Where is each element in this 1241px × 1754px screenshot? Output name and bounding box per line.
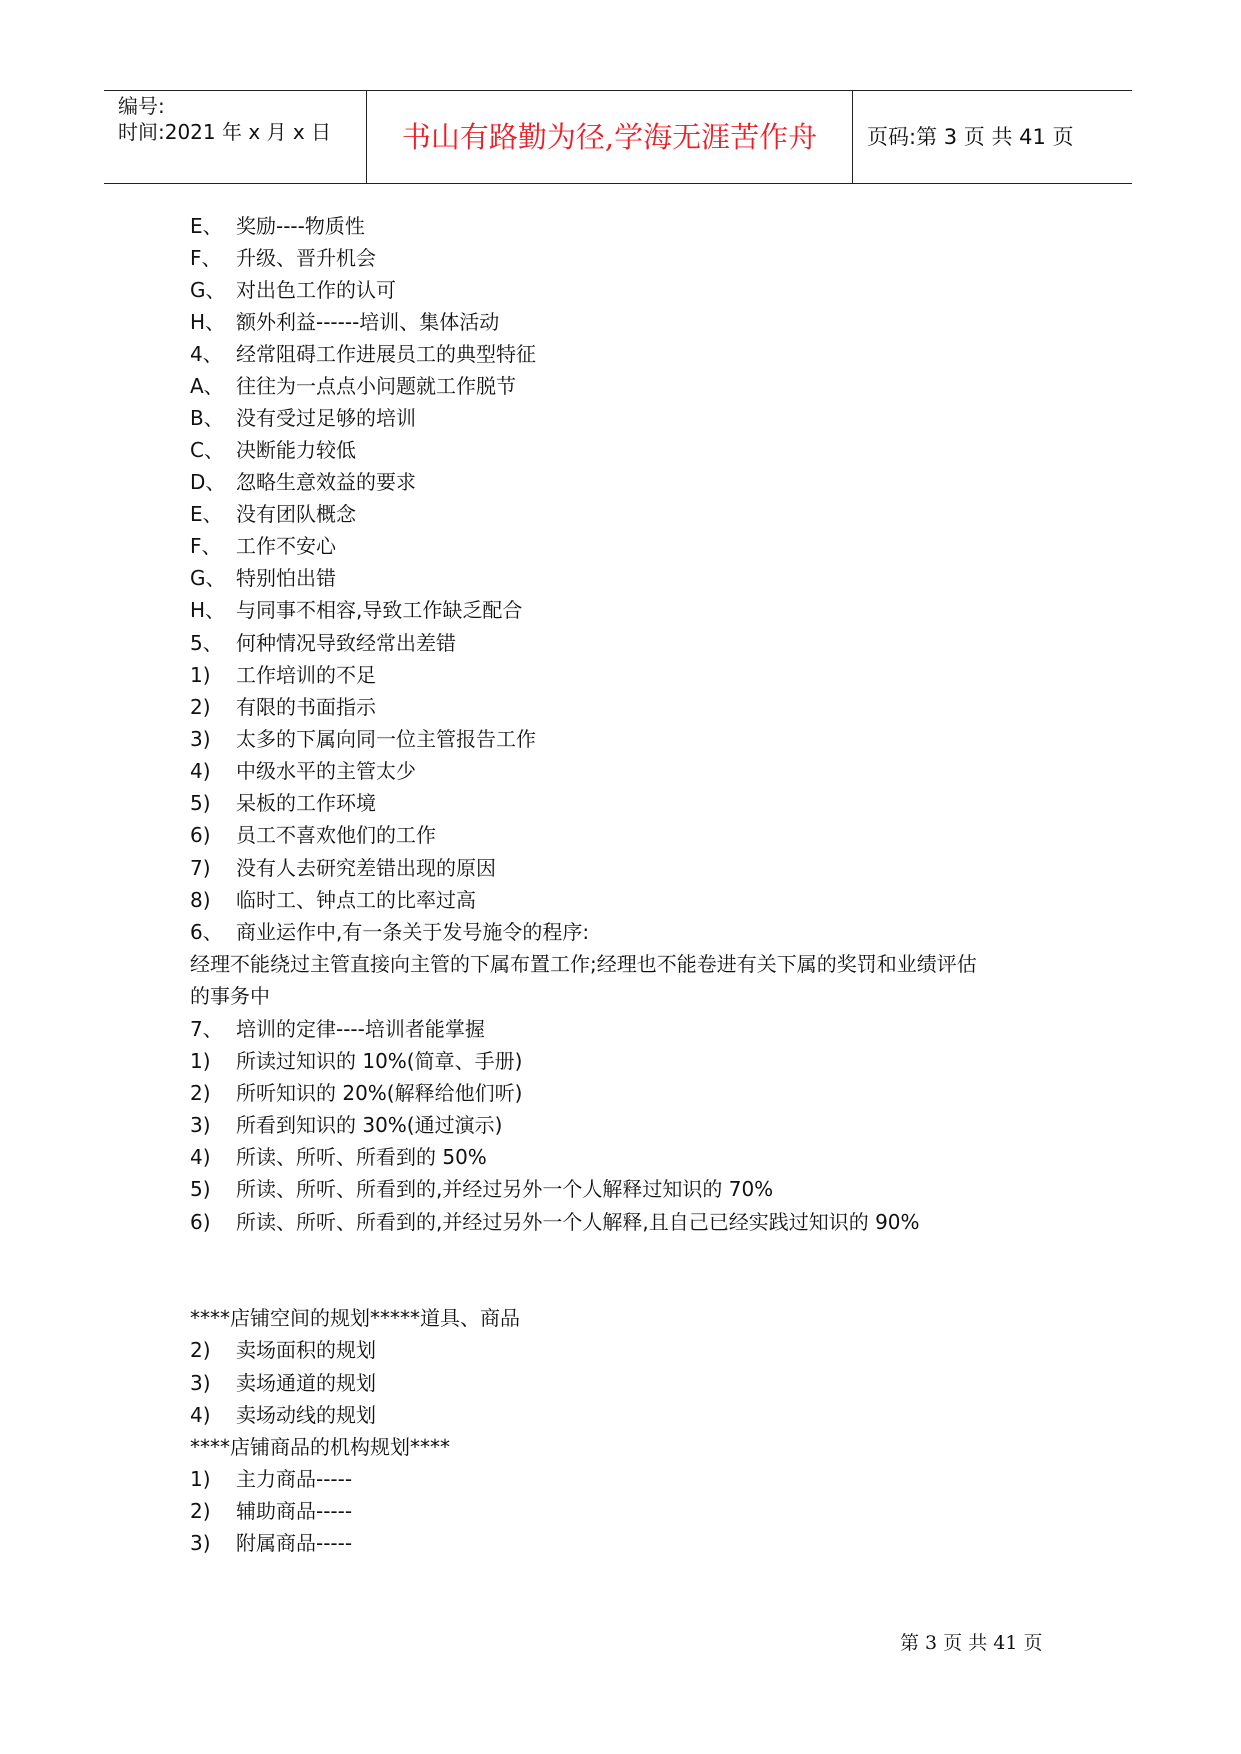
item-marker: 1)	[190, 1049, 211, 1073]
list-item	[190, 887, 476, 913]
item-marker: 2)	[190, 695, 211, 719]
page-footer: 第 3 页 共 41 页	[900, 1632, 1043, 1654]
item-text: 工作不安心	[236, 534, 336, 558]
item-text: 所看到知识的 30%(通过演示)	[236, 1113, 503, 1137]
list-item	[190, 822, 436, 848]
item-marker: 7、	[190, 1017, 223, 1041]
list-item	[190, 1337, 376, 1363]
list-item	[190, 726, 536, 752]
list-item	[190, 1048, 522, 1074]
item-text: 何种情况导致经常出差错	[236, 631, 456, 655]
item-marker: G、	[190, 278, 226, 302]
list-item	[190, 277, 396, 303]
list-item	[190, 758, 416, 784]
list-item	[190, 405, 416, 431]
item-marker: G、	[190, 566, 226, 590]
item-text: 临时工、钟点工的比率过高	[236, 888, 476, 912]
item-marker: B、	[190, 406, 224, 430]
time-label: 时间:2021 年 x 月 x 日	[118, 120, 332, 144]
item-text: 所读、所听、所看到的,并经过另外一个人解释过知识的 70%	[236, 1177, 774, 1201]
item-marker: E、	[190, 214, 223, 238]
header-page-info: 页码:第 3 页 共 41 页	[867, 125, 1074, 149]
list-item	[190, 1112, 502, 1138]
item-text: 对出色工作的认可	[236, 278, 396, 302]
item-marker: 5)	[190, 1177, 211, 1201]
item-text: 往往为一点点小问题就工作脱节	[236, 374, 516, 398]
item-text: 有限的书面指示	[236, 695, 376, 719]
item-text: 经常阻碍工作进展员工的典型特征	[236, 342, 536, 366]
item-marker: 3)	[190, 1371, 211, 1395]
item-marker: H、	[190, 598, 226, 622]
list-item	[190, 1080, 522, 1106]
item-text: 所读、所听、所看到的 50%	[236, 1145, 487, 1169]
item-marker: D、	[190, 470, 226, 494]
list-item	[190, 1209, 920, 1235]
item-text: 工作培训的不足	[236, 663, 376, 687]
item-text: 所读、所听、所看到的,并经过另外一个人解释,且自己已经实践过知识的 90%	[236, 1210, 920, 1234]
item-text: 呆板的工作环境	[236, 791, 376, 815]
list-item	[190, 1530, 352, 1556]
item-text: 卖场面积的规划	[236, 1338, 376, 1362]
list-item	[190, 855, 496, 881]
item-text: 培训的定律----培训者能掌握	[236, 1017, 485, 1041]
item-marker: 4、	[190, 342, 223, 366]
item-text: 升级、晋升机会	[236, 246, 376, 270]
paragraph-text: 的事务中	[190, 984, 270, 1008]
item-marker: 1)	[190, 663, 211, 687]
item-text: 忽略生意效益的要求	[236, 470, 416, 494]
list-item	[190, 373, 516, 399]
item-marker: 5、	[190, 631, 223, 655]
list-item	[190, 597, 522, 623]
item-marker: 6)	[190, 1210, 211, 1234]
item-marker: 7)	[190, 856, 211, 880]
item-text: 卖场动线的规划	[236, 1403, 376, 1427]
item-marker: 1)	[190, 1467, 211, 1491]
item-text: 所听知识的 20%(解释给他们听)	[236, 1081, 523, 1105]
list-item	[190, 790, 376, 816]
item-marker: H、	[190, 310, 226, 334]
paragraph-line	[190, 983, 270, 1009]
item-marker: 2)	[190, 1338, 211, 1362]
item-marker: E、	[190, 502, 223, 526]
list-item	[190, 630, 456, 656]
number-label: 编号:	[118, 94, 165, 118]
list-item	[190, 1498, 352, 1524]
list-item	[190, 1176, 773, 1202]
item-marker: 6)	[190, 823, 211, 847]
list-item	[190, 533, 336, 559]
item-text: 与同事不相容,导致工作缺乏配合	[236, 598, 523, 622]
item-marker: 8)	[190, 888, 211, 912]
list-item	[190, 1370, 376, 1396]
item-text: 所读过知识的 10%(简章、手册)	[236, 1049, 523, 1073]
item-marker: 4)	[190, 1403, 211, 1427]
item-text: 决断能力较低	[236, 438, 356, 462]
item-marker: F、	[190, 246, 222, 270]
item-text: 没有团队概念	[236, 502, 356, 526]
list-item	[190, 1402, 376, 1428]
item-marker: 5)	[190, 791, 211, 815]
list-item	[190, 662, 376, 688]
item-text: 主力商品-----	[236, 1467, 353, 1491]
section-heading-text: ****店铺商品的机构规划****	[190, 1435, 450, 1459]
item-marker: 2)	[190, 1499, 211, 1523]
list-item	[190, 501, 356, 527]
item-text: 奖励----物质性	[236, 214, 365, 238]
list-item	[190, 469, 416, 495]
item-marker: 4)	[190, 1145, 211, 1169]
list-item	[190, 309, 499, 335]
item-text: 中级水平的主管太少	[236, 759, 416, 783]
item-marker: 2)	[190, 1081, 211, 1105]
item-marker: 3)	[190, 727, 211, 751]
list-item	[190, 245, 376, 271]
paragraph-text: 经理不能绕过主管直接向主管的下属布置工作;经理也不能卷进有关下属的奖罚和业绩评估	[190, 952, 977, 976]
list-item	[190, 919, 589, 945]
item-marker: 3)	[190, 1113, 211, 1137]
list-item	[190, 1016, 485, 1042]
section-heading	[190, 1305, 520, 1331]
item-marker: C、	[190, 438, 224, 462]
list-item	[190, 213, 365, 239]
section-heading-text: ****店铺空间的规划*****道具、商品	[190, 1306, 520, 1330]
item-text: 没有人去研究差错出现的原因	[236, 856, 496, 880]
list-item	[190, 1144, 487, 1170]
item-text: 附属商品-----	[236, 1531, 353, 1555]
item-text: 特别怕出错	[236, 566, 336, 590]
list-item	[190, 437, 356, 463]
item-text: 员工不喜欢他们的工作	[236, 823, 436, 847]
paragraph-line	[190, 951, 977, 977]
item-marker: F、	[190, 534, 222, 558]
item-text: 卖场通道的规划	[236, 1371, 376, 1395]
header-motto: 书山有路勤为径,学海无涯苦作舟	[401, 120, 818, 154]
item-text: 没有受过足够的培训	[236, 406, 416, 430]
item-text: 辅助商品-----	[236, 1499, 353, 1523]
section-heading	[190, 1434, 450, 1460]
item-text: 额外利益------培训、集体活动	[236, 310, 500, 334]
list-item	[190, 1466, 352, 1492]
item-text: 商业运作中,有一条关于发号施令的程序:	[236, 920, 590, 944]
item-marker: A、	[190, 374, 224, 398]
list-item	[190, 694, 376, 720]
item-marker: 3)	[190, 1531, 211, 1555]
item-marker: 6、	[190, 920, 223, 944]
item-marker: 4)	[190, 759, 211, 783]
list-item	[190, 565, 336, 591]
list-item	[190, 341, 536, 367]
item-text: 太多的下属向同一位主管报告工作	[236, 727, 536, 751]
